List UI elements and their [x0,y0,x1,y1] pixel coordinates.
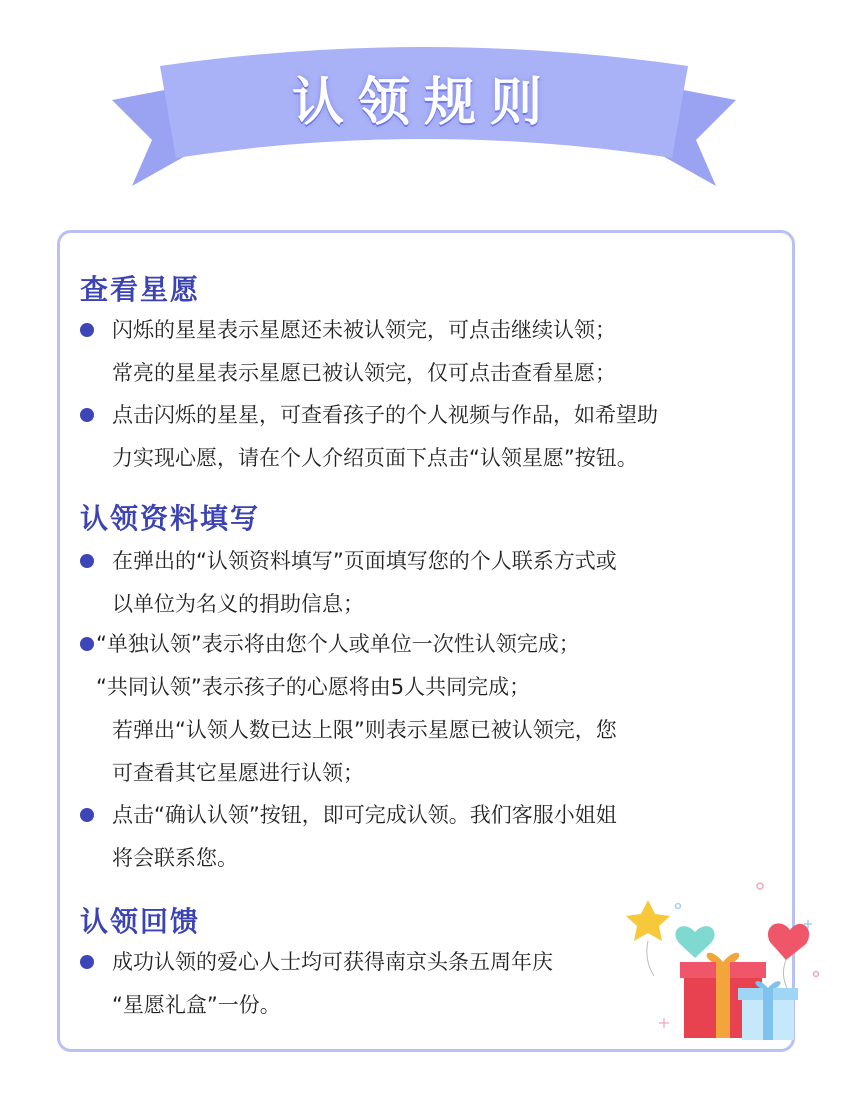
section-title-claim-form: 认领资料填写 [80,502,261,535]
bullet-dot [80,637,94,651]
bullet-dot [80,955,94,969]
banner-title: 认领规则 [291,73,556,133]
rule-line: 可查看其它星愿进行认领； [112,761,364,785]
rule-line: 点击闪烁的星星，可查看孩子的个人视频与作品，如希望助 [112,403,658,427]
rule-line: “星愿礼盒”一份。 [112,993,281,1017]
rule-line: “单独认领”表示将由您个人或单位一次性认领完成； [96,632,580,656]
rule-line: 常亮的星星表示星愿已被认领完，仅可点击查看星愿； [112,361,616,385]
bullet-dot [80,808,94,822]
rule-line: 若弹出“认领人数已达上限”则表示星愿已被认领完，您 [112,718,617,742]
gift-box-balloons-icon [620,880,825,1050]
bullet-dot [80,554,94,568]
rule-line: 力实现心愿，请在个人介绍页面下点击“认领星愿”按钮。 [112,446,638,470]
rule-line: 以单位为名义的捐助信息； [112,592,364,616]
rule-line: 点击“确认认领”按钮，即可完成认领。我们客服小姐姐 [112,803,617,827]
rule-line: 闪烁的星星表示星愿还未被认领完，可点击继续认领； [112,318,616,342]
rule-line: “共同认领”表示孩子的心愿将由5人共同完成； [96,675,531,699]
section-title-feedback: 认领回馈 [80,905,201,938]
rule-line: 在弹出的“认领资料填写”页面填写您的个人联系方式或 [112,549,617,573]
rule-line: 成功认领的爱心人士均可获得南京头条五周年庆 [112,950,553,974]
rule-line: 将会联系您。 [112,846,238,870]
bullet-dot [80,408,94,422]
section-title-view-wishes: 查看星愿 [80,273,201,306]
bullet-dot [80,323,94,337]
